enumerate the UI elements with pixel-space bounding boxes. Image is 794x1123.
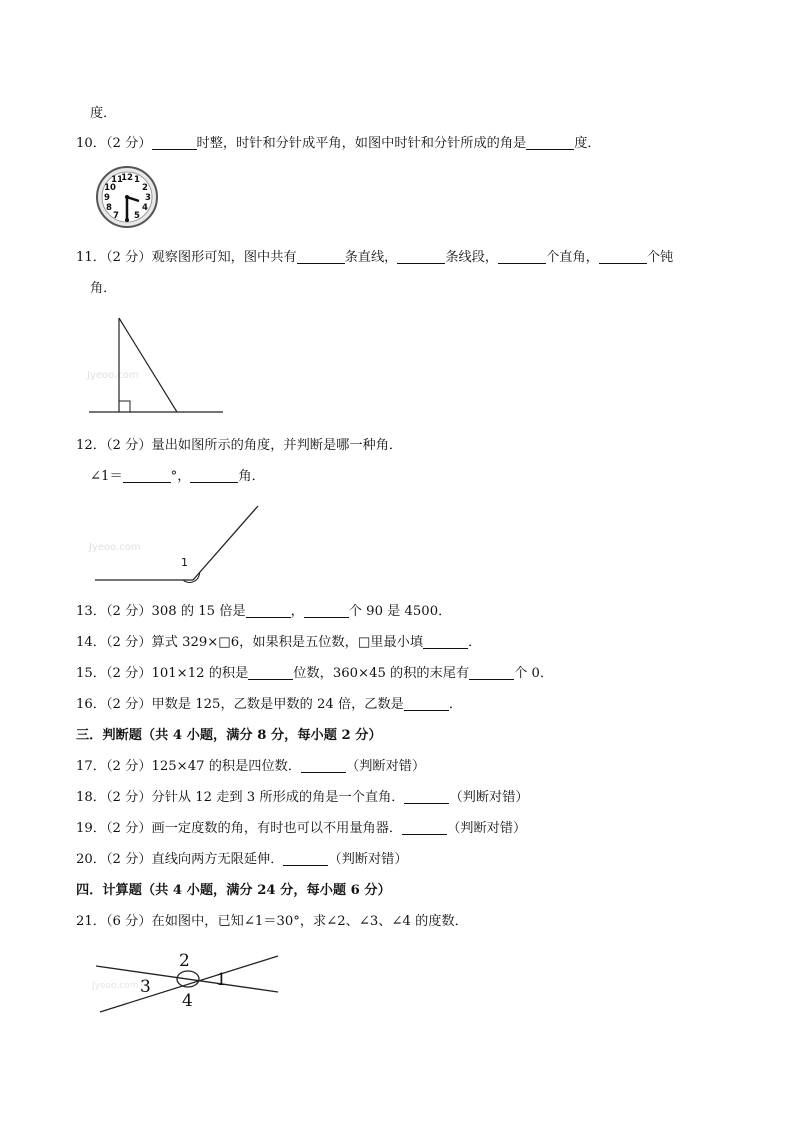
section-4-heading: 四．计算题（共 4 小题，满分 24 分，每小题 6 分）: [76, 883, 391, 898]
angle-arc: [183, 573, 200, 583]
clock-numeral-11: 11: [111, 175, 123, 185]
q17-text-1: 125×47 的积是四位数．: [151, 759, 302, 774]
q12-text-2: 角．: [238, 469, 265, 484]
watermark-text: Jyeoo.com: [92, 981, 139, 991]
intersecting-lines-figure: [92, 944, 282, 1016]
q11-text-2: 条直线，: [344, 250, 398, 265]
question-16: [76, 696, 462, 714]
q15-text-3: 个 0．: [514, 666, 554, 681]
question-20: [76, 851, 408, 869]
clock-numeral-3: 3: [145, 193, 151, 203]
angle-label-3: 3: [140, 977, 151, 997]
q19-blank[interactable]: [402, 820, 447, 835]
q13-blank-1[interactable]: [246, 603, 291, 618]
clock-center-pin: [125, 195, 129, 199]
angle-ray-slanted: [193, 506, 258, 580]
angle-label-1: 1: [216, 970, 227, 990]
q19-text-1: 画一定度数的角，有时也可以不用量角器．: [151, 821, 403, 836]
triangle-hypotenuse: [119, 318, 177, 412]
q11-text-3: 条线段，: [445, 250, 499, 265]
q12-blank-1[interactable]: [123, 468, 171, 483]
q10-number: 10．（2 分）: [76, 136, 152, 151]
watermark-text: Jyeoo.com: [87, 370, 139, 381]
q19-text-2: （判断对错）: [447, 821, 527, 836]
q15-blank-2[interactable]: [469, 665, 514, 680]
q11-blank-3[interactable]: [498, 249, 546, 264]
question-13: [76, 603, 451, 621]
question-12: [76, 437, 402, 455]
clock-numeral-2: 2: [142, 183, 148, 193]
q11-text-4: 个直角，: [546, 250, 599, 265]
question-14: [76, 634, 481, 652]
right-triangle-figure: [85, 312, 227, 418]
q12-answer-line: [90, 468, 265, 486]
q11-text-1: 观察图形可知，图中共有: [151, 250, 297, 265]
q9-continuation: 度．: [90, 106, 117, 121]
q11-continuation: 角．: [90, 281, 117, 296]
watermark-text: Jyeoo.com: [89, 542, 141, 553]
q14-text-1: 算式 329×□6，如果积是五位数，□里最小填: [151, 635, 424, 650]
q18-text-1: 分针从 12 走到 3 所形成的角是一个直角．: [151, 790, 405, 805]
q10-text-2: 度．: [574, 136, 601, 151]
q14-blank-1[interactable]: [423, 634, 468, 649]
question-17: [76, 758, 425, 776]
q14-text-2: ．: [468, 635, 482, 650]
q13-text-3: 个 90 是 4500．: [348, 604, 452, 619]
q17-number: 17．（2 分）: [76, 759, 152, 774]
q15-number: 15．（2 分）: [76, 666, 152, 681]
q15-text-1: 101×12 的积是: [151, 666, 249, 681]
question-10: [76, 135, 601, 153]
q16-text-1: 甲数是 125，乙数是甲数的 24 倍，乙数是: [151, 697, 404, 712]
q11-blank-1[interactable]: [297, 249, 345, 264]
q17-text-2: （判断对错）: [346, 759, 426, 774]
q10-text-1: 时整，时针和分针成平角，如图中时针和分针所成的角是: [196, 136, 527, 151]
q18-number: 18．（2 分）: [76, 790, 152, 805]
right-angle-mark: [119, 401, 130, 412]
q11-number: 11．（2 分）: [76, 250, 152, 265]
q17-blank[interactable]: [301, 758, 346, 773]
clock-numeral-10: 10: [104, 183, 116, 193]
q13-text-2: ，: [290, 604, 304, 619]
clock-numeral-4: 4: [142, 203, 148, 213]
clock-figure: [94, 165, 162, 229]
q15-text-2: 位数，360×45 的积的末尾有: [293, 666, 470, 681]
q16-text-2: ．: [448, 697, 463, 712]
q12-number: 12．（2 分）: [76, 438, 152, 453]
clock-numeral-7: 7: [113, 211, 119, 221]
q11-blank-4[interactable]: [599, 249, 647, 264]
q12-text: 量出如图所示的角度，并判断是哪一种角．: [151, 438, 403, 453]
clock-numeral-12: 12: [121, 173, 133, 183]
q20-text-1: 直线向两方无限延伸．: [151, 852, 284, 867]
angle-label-2: 2: [179, 951, 190, 971]
q20-number: 20．（2 分）: [76, 852, 152, 867]
q12-blank-2[interactable]: [190, 468, 238, 483]
q16-number: 16．（2 分）: [76, 697, 152, 712]
q13-number: 13．（2 分）: [76, 604, 152, 619]
q10-blank-1[interactable]: [152, 135, 197, 150]
clock-numeral-1: 1: [134, 175, 140, 185]
q20-blank[interactable]: [283, 851, 328, 866]
clock-numeral-8: 8: [106, 203, 112, 213]
q16-blank-1[interactable]: [404, 696, 449, 711]
q11-text-5: 个钝: [646, 250, 674, 265]
q11-blank-2[interactable]: [397, 249, 445, 264]
q19-number: 19．（2 分）: [76, 821, 152, 836]
question-21: [76, 913, 468, 931]
clock-numeral-5: 5: [134, 211, 140, 221]
angle-label-4: 4: [182, 991, 193, 1011]
q12-angle-label: ∠1＝: [90, 469, 123, 484]
question-19: [76, 820, 526, 838]
q13-text-1: 308 的 15 倍是: [151, 604, 246, 619]
question-15: [76, 665, 553, 683]
q15-blank-1[interactable]: [248, 665, 293, 680]
angle-label-1: 1: [181, 556, 188, 569]
q21-number: 21．（6 分）: [76, 914, 152, 929]
section-3-heading: 三．判断题（共 4 小题，满分 8 分，每小题 2 分）: [76, 728, 382, 743]
q18-blank[interactable]: [404, 789, 449, 804]
q14-number: 14．（2 分）: [76, 635, 152, 650]
question-18: [76, 789, 529, 807]
q20-text-2: （判断对错）: [328, 852, 408, 867]
clock-numeral-9: 9: [104, 193, 110, 203]
q18-text-2: （判断对错）: [449, 790, 529, 805]
question-11: [76, 249, 673, 267]
q10-blank-2[interactable]: [526, 135, 574, 150]
q12-degree-text: °，: [170, 469, 191, 484]
q13-blank-2[interactable]: [304, 603, 349, 618]
q21-text: 在如图中，已知∠1＝30°，求∠2、∠3、∠4 的度数．: [151, 914, 468, 929]
clock-hand-tip: [125, 218, 129, 222]
obtuse-angle-figure: [85, 500, 265, 588]
